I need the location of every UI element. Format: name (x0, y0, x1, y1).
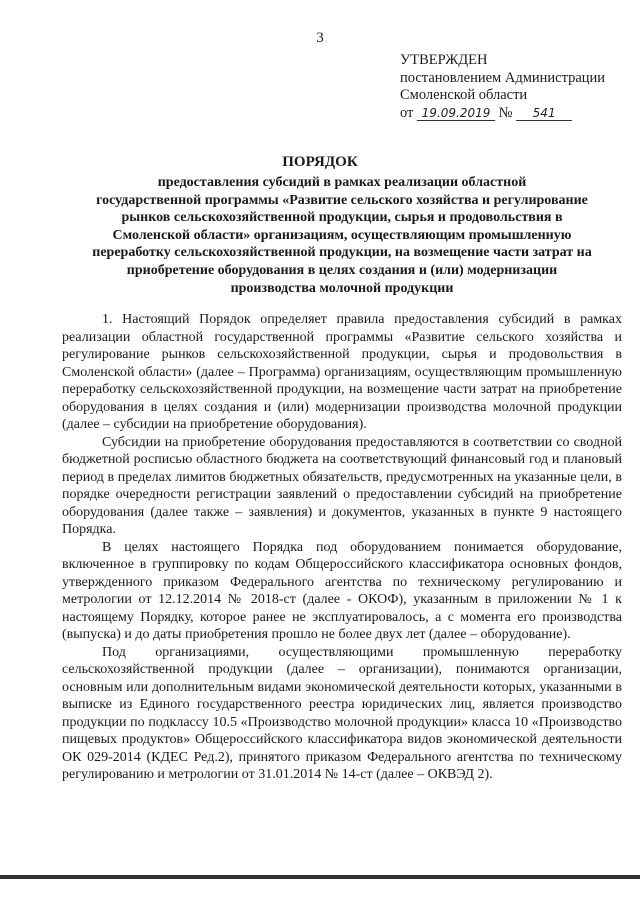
bottom-scan-edge (0, 875, 640, 879)
approval-line-2: Смоленской области (400, 87, 528, 103)
subtitle-line: производства молочной продукции (230, 280, 454, 296)
subtitle-line: рынков сельскохозяйственной продукции, сырья и продовольствия в (121, 210, 563, 226)
date-prefix: от (400, 104, 414, 121)
document-title: ПОРЯДОК (282, 154, 358, 170)
paragraph-2: Субсидии на приобретение оборудования предоставляются в соответствии со сводной бюджетной росписью областного бюджета на соответствующий финансовый год и плановый период в пределах лимитов бюджетных обязательств, предусмотренных на указанные цели, в порядке очередности регистрации заявлений о предоставлении субсидий на приобретение оборудования (далее также – заявления) и документов, указанных в пункте 9 настоящего Порядка. (62, 434, 622, 537)
handwritten-number: 541 (516, 106, 572, 121)
approval-heading: УТВЕРЖДЕН (400, 52, 488, 68)
document-subtitle (62, 174, 622, 297)
approval-date-line (400, 105, 630, 123)
document-body (62, 311, 622, 784)
approval-line-1: постановлением Администрации (400, 69, 606, 86)
approval-block (400, 52, 630, 122)
paragraph-1: 1. Настоящий Порядок определяет правила предоставления субсидий в рамках реализации областной государственной программы «Развитие сельского хозяйства и регулирование рынков сельскохозяйственной продукции, сырья и продовольствия в Смоленской области» (далее – Программа) организациям, осуществляющим промышленную переработку сельскохозяйственной продукции, на возмещение части затрат на приобретение оборудования в целях создания и (или) модернизации производства молочной продукции (далее – субсидии на приобретение оборудования). (62, 312, 622, 432)
subtitle-line: переработку сельскохозяйственной продукции, на возмещение части затрат на (92, 245, 592, 261)
subtitle-line: государственной программы «Развитие сельского хозяйства и регулирование (96, 192, 588, 208)
page-number: 3 (316, 30, 324, 46)
number-prefix: № (498, 104, 513, 121)
paragraph-4: Под организациями, осуществляющими промышленную переработку сельскохозяйственной продукции (далее – организации), понимаются организации, основным или дополнительным видами экономической деятельности которых, указанными в выписке из Единого государственного реестра юридических лиц, является производство продукции по подклассу 10.5 «Производство молочной продукции» класса 10 «Производство пищевых продуктов» Общероссийского классификатора видов экономической деятельности ОК 029-2014 (КДЕС Ред.2), принятого приказом Федерального агентства по техническому регулированию и метрологии от 31.01.2014 № 14-ст (далее – ОКВЭД 2). (62, 644, 622, 782)
paragraph-3: В целях настоящего Порядка под оборудованием понимается оборудование, включенное в группировку по кодам Общероссийского классификатора основных фондов, утвержденного приказом Федерального агентства по техническому регулированию и метрологии от 12.12.2014 № 2018-ст (далее - ОКОФ), указанным в приложении № 1 к настоящему Порядку, которое ранее не эксплуатировалось, а с момента его производства (выпуска) и до даты приобретения прошло не более двух лет (далее – оборудование). (62, 539, 622, 642)
subtitle-line: приобретение оборудования в целях создания и (или) модернизации (126, 262, 558, 278)
handwritten-date: 19.09.2019 (417, 106, 495, 121)
subtitle-line: предоставления субсидий в рамках реализации областной (157, 175, 527, 190)
subtitle-line: Смоленской области» организациям, осуществляющим промышленную (112, 227, 572, 243)
